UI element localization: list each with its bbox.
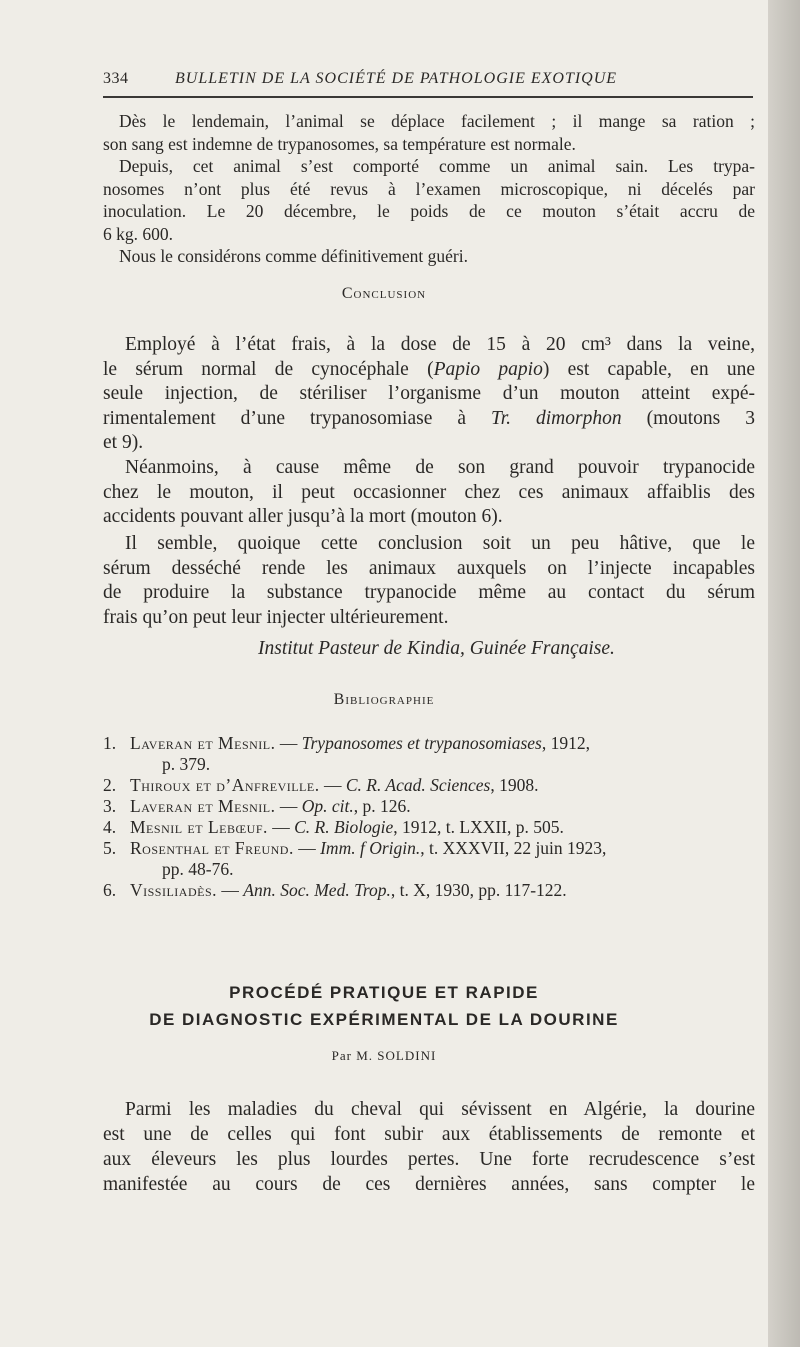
text-run: ) est capable, en une bbox=[542, 358, 755, 380]
bib-text bbox=[130, 880, 567, 901]
bib-authors: Laveran et Mesnil. bbox=[130, 733, 276, 753]
bibliography-heading: Bibliographie bbox=[333, 691, 435, 708]
text-line: Nous le considérons comme définitivement guéri. bbox=[119, 246, 468, 266]
bib-work: Trypanosomes et trypanosomiases bbox=[301, 733, 542, 753]
article-paragraph bbox=[103, 1097, 755, 1197]
text-line: son sang est indemne de trypanosomes, sa température est normale. bbox=[103, 133, 576, 154]
bib-entry bbox=[103, 733, 763, 775]
bib-rest: , p. 126. bbox=[353, 796, 411, 816]
running-title: BULLETIN DE LA SOCIÉTÉ DE PATHOLOGIE EXOTIQUE bbox=[175, 70, 618, 87]
bib-rest: , t. XXXVII, 22 juin 1923, bbox=[420, 838, 607, 858]
page-edge bbox=[768, 0, 800, 1347]
bib-continuation: pp. 48-76. bbox=[162, 859, 234, 879]
bib-authors: Mesnil et Lebœuf. bbox=[130, 817, 268, 837]
bib-sep: — bbox=[267, 817, 295, 837]
text-line: inoculation. Le 20 décembre, le poids de ce mouton s’était accru de bbox=[103, 201, 755, 221]
bib-number: 3. bbox=[103, 796, 117, 816]
bibliography-list bbox=[103, 733, 763, 901]
text-line: accidents pouvant aller jusqu’à la mort (mouton 6). bbox=[103, 506, 503, 527]
bib-sep: — bbox=[293, 838, 321, 858]
bib-number: 6. bbox=[103, 880, 117, 900]
text-line: manifestée au cours de ces dernières années, sans compter le bbox=[103, 1174, 755, 1195]
institute-signature: Institut Pasteur de Kindia, Guinée Française. bbox=[258, 638, 615, 659]
bib-sep: — bbox=[275, 796, 302, 816]
bib-number: 1. bbox=[103, 733, 117, 753]
text-run: rimentalement d’une trypanosomiase à bbox=[103, 407, 491, 429]
species-name: Papio papio bbox=[433, 358, 543, 380]
bib-authors: Rosenthal et Freund. bbox=[130, 838, 294, 858]
bib-work: Ann. Soc. Med. Trop. bbox=[243, 880, 391, 900]
header-rule bbox=[103, 96, 753, 98]
text-line: Parmi les maladies du cheval qui sévissent en Algérie, la dourine bbox=[125, 1099, 755, 1120]
text-line: seule injection, de stériliser l’organisme d’un mouton atteint expé- bbox=[103, 383, 755, 404]
text-line: 6 kg. 600. bbox=[103, 223, 173, 244]
text-line: Il semble, quoique cette conclusion soit un peu hâtive, que le bbox=[125, 533, 755, 554]
bib-number: 2. bbox=[103, 775, 117, 795]
text-line: et 9). bbox=[103, 432, 144, 453]
bib-sep: — bbox=[217, 880, 244, 900]
bib-text bbox=[130, 796, 411, 817]
text-line bbox=[103, 407, 755, 432]
text-line: aux éleveurs les plus lourdes pertes. Une forte recrudescence s’est bbox=[103, 1149, 755, 1170]
text-line: Employé à l’état frais, à la dose de 15 à 20 cm³ dans la veine, bbox=[125, 334, 755, 355]
bib-authors: Thiroux et d’Anfreville. bbox=[130, 775, 320, 795]
conclusion-heading: Conclusion bbox=[341, 285, 427, 302]
bib-entry bbox=[103, 775, 763, 796]
bib-number: 5. bbox=[103, 838, 117, 858]
page-number: 334 bbox=[103, 70, 129, 87]
conclusion-paragraph-1 bbox=[103, 333, 755, 456]
conclusion-paragraph-2 bbox=[103, 456, 755, 530]
text-line: est une de celles qui font subir aux établissements de remonte et bbox=[103, 1124, 755, 1145]
article-byline: Par M. SOLDINI bbox=[331, 1048, 437, 1063]
bib-rest: , 1908. bbox=[490, 775, 539, 795]
bib-sep: — bbox=[275, 733, 302, 753]
article-title-line-2: DE DIAGNOSTIC EXPÉRIMENTAL DE LA DOURINE bbox=[149, 1010, 619, 1029]
text-line: nosomes n’ont plus été revus à l’examen microscopique, ni décelés par bbox=[103, 178, 755, 199]
bib-entry bbox=[103, 796, 763, 817]
bib-sep: — bbox=[319, 775, 346, 795]
bib-text bbox=[130, 838, 606, 859]
bib-work: Op. cit. bbox=[301, 796, 354, 816]
bib-number: 4. bbox=[103, 817, 117, 837]
bib-authors: Laveran et Mesnil. bbox=[130, 796, 276, 816]
bib-rest: , 1912, t. LXXII, p. 505. bbox=[393, 817, 564, 837]
text-line: chez le mouton, il peut occasionner chez ces animaux affaiblis des bbox=[103, 481, 755, 503]
bib-work: C. R. Acad. Sciences bbox=[345, 775, 491, 795]
article-title-line-1: PROCÉDÉ PRATIQUE ET RAPIDE bbox=[229, 983, 539, 1002]
conclusion-paragraph-3 bbox=[103, 532, 755, 630]
text-line: Néanmoins, à cause même de son grand pouvoir trypanocide bbox=[125, 457, 755, 478]
text-run: le sérum normal de cynocéphale ( bbox=[103, 358, 434, 380]
bib-entry bbox=[103, 838, 763, 880]
bib-rest: , 1912, bbox=[541, 733, 590, 753]
text-line: frais qu’on peut leur injecter ultérieurement. bbox=[103, 606, 449, 628]
bib-continuation: p. 379. bbox=[162, 754, 211, 774]
bib-text bbox=[130, 775, 538, 796]
text-line: de produire la substance trypanocide même au contact du sérum bbox=[103, 582, 755, 603]
intro-paragraph bbox=[103, 110, 755, 268]
text-line: sérum desséché rende les animaux auxquels on l’injecte incapables bbox=[103, 557, 755, 579]
text-run: (moutons 3 bbox=[621, 407, 755, 429]
bib-entry bbox=[103, 817, 763, 838]
bib-rest: , t. X, 1930, pp. 117-122. bbox=[390, 880, 567, 900]
bib-work: Imm. f Origin. bbox=[320, 838, 421, 858]
species-name: Tr. dimorphon bbox=[490, 407, 622, 429]
bib-authors: Vissiliadès. bbox=[130, 880, 218, 900]
bib-entry bbox=[103, 880, 763, 901]
text-line bbox=[103, 358, 755, 383]
bib-text bbox=[130, 817, 564, 838]
bib-work: C. R. Biologie bbox=[294, 817, 394, 837]
text-line: Depuis, cet animal s’est comporté comme un animal sain. Les trypa- bbox=[119, 156, 755, 176]
text-line: Dès le lendemain, l’animal se déplace facilement ; il mange sa ration ; bbox=[119, 111, 755, 131]
bib-text bbox=[130, 733, 590, 754]
running-header bbox=[103, 70, 753, 94]
